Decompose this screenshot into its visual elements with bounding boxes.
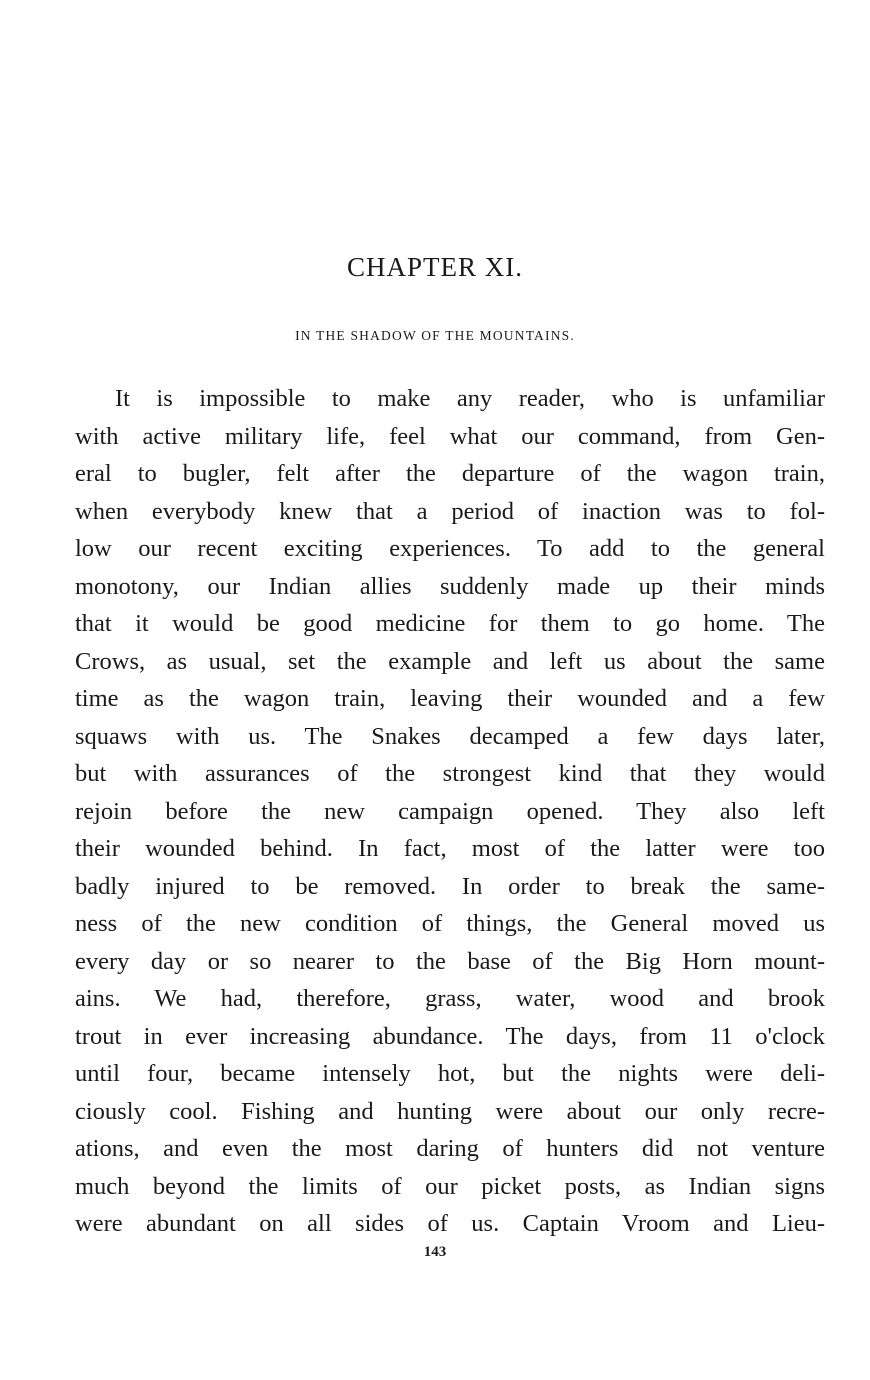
text-line: with active military life, feel what our command, from Gen-: [75, 422, 825, 450]
text-line: ness of the new condition of things, the General moved us: [75, 910, 825, 937]
chapter-heading: CHAPTER XI.: [346, 252, 523, 282]
text-line: their wounded behind. In fact, most of the latter were too: [75, 835, 825, 862]
text-line: were abundant on all sides of us. Captain Vroom and Lieu-: [75, 1210, 825, 1237]
text-line: It is impossible to make any reader, who is unfamiliar: [115, 385, 825, 412]
text-line: eral to bugler, felt after the departure of the wagon train,: [75, 460, 825, 487]
chapter-title: IN THE SHADOW OF THE MOUNTAINS.: [295, 328, 575, 343]
text-line: time as the wagon train, leaving their wounded and a few: [75, 685, 825, 712]
text-line: until four, became intensely hot, but the nights were deli-: [75, 1060, 825, 1087]
body-text: [75, 380, 825, 1243]
text-line: rejoin before the new campaign opened. They also left: [75, 797, 825, 825]
text-line: every day or so nearer to the base of the Big Horn mount-: [75, 947, 825, 975]
text-line: much beyond the limits of our picket posts, as Indian signs: [75, 1172, 825, 1200]
page-number: 143: [423, 1244, 447, 1260]
text-line: badly injured to be removed. In order to break the same-: [75, 872, 825, 900]
text-line: when everybody knew that a period of inaction was to fol-: [75, 497, 825, 525]
text-line: but with assurances of the strongest kind that they would: [75, 760, 825, 787]
text-line: ciously cool. Fishing and hunting were about our only recre-: [75, 1097, 825, 1125]
text-line: Crows, as usual, set the example and left us about the same: [75, 647, 825, 675]
text-line: monotony, our Indian allies suddenly made up their minds: [75, 572, 825, 600]
text-line: that it would be good medicine for them to go home. The: [75, 610, 825, 637]
text-line: squaws with us. The Snakes decamped a few days later,: [75, 722, 825, 750]
text-line: ations, and even the most daring of hunters did not venture: [75, 1135, 825, 1162]
text-line: trout in ever increasing abundance. The days, from 11 o'clock: [75, 1022, 825, 1050]
text-line: ains. We had, therefore, grass, water, wood and brook: [75, 985, 825, 1012]
text-line: low our recent exciting experiences. To add to the general: [75, 535, 825, 562]
